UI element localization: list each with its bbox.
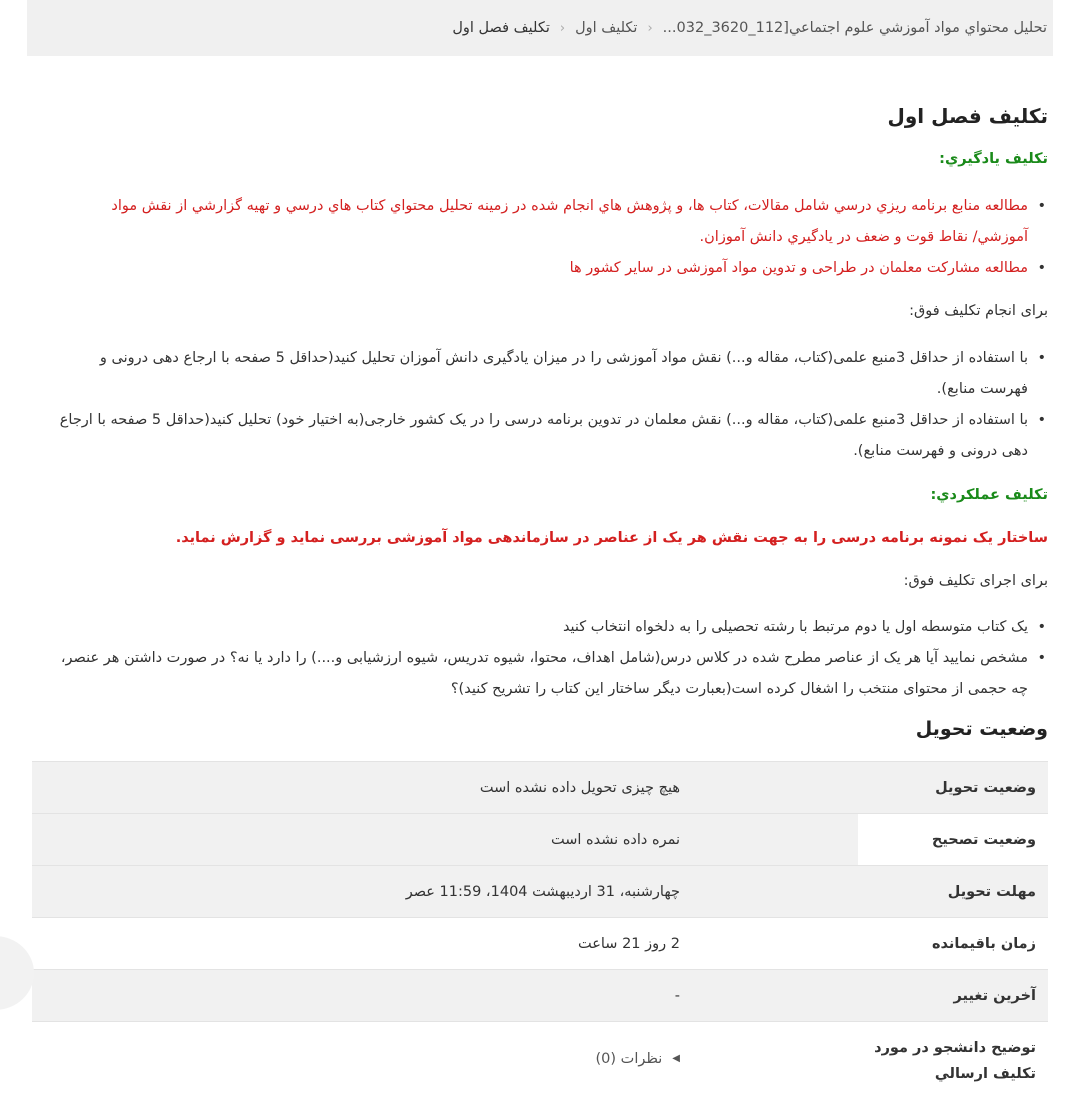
row-value: 2 روز 21 ساعت xyxy=(32,918,858,970)
list-item: • مطالعه منابع برنامه ريزي درسي شامل مقالات، كتاب ها، و پژوهش هاي انجام شده در زمينه تحليل محتواي كتاب هاي درسي و تهيه گزارشي از نقش مواد آموزشي/ نقاط قوت و ضعف در يادگيري دانش آموزان. xyxy=(58,191,1048,253)
list-item: • یک کتاب متوسطه اول یا دوم مرتبط با رشته تحصیلی را به دلخواه انتخاب کنید xyxy=(58,612,1048,643)
row-label: آخرین تغییر xyxy=(858,970,1048,1022)
row-label: وضعیت تحویل xyxy=(858,762,1048,814)
row-value: هیچ چیزی تحویل داده نشده است xyxy=(32,762,858,814)
breadcrumb-course-link[interactable]: تحليل محتواي مواد آموزشي علوم اجتماعي[112_3620_032... xyxy=(662,20,1047,36)
list-item: • مشخص نمایید آیا هر یک از عناصر مطرح شده در کلاس درس(شامل اهداف، محتوا، شیوه تدریس، شیوه ارزشیابی و....) را دارد یا نه؟ در صورت داشتن هر عنصر، چه حجمی از محتوای منتخب را اشغال کرده است(بعبارت دیگر ساختار این کتاب را تشریح کنید)؟ xyxy=(58,643,1048,705)
breadcrumb xyxy=(27,0,1053,56)
learning-intro: برای انجام تکلیف فوق: xyxy=(909,303,1048,319)
table-row xyxy=(32,970,1048,1022)
table-row xyxy=(32,866,1048,918)
performance-main: ساختار یک نمونه برنامه درسی را به جهت نقش هر یک از عناصر در سازماندهی مواد آموزشی بررسی نماید و گزارش نماید. xyxy=(175,530,1048,546)
chevron-left-icon: ‹ xyxy=(559,20,566,36)
performance-heading: تكليف عملكردي: xyxy=(930,487,1048,503)
performance-tasks-list xyxy=(58,612,1048,705)
table-row xyxy=(32,762,1048,814)
submission-status-title: وضعیت تحویل xyxy=(915,718,1048,740)
comments-label: نظرات (0) xyxy=(595,1050,663,1067)
learning-list xyxy=(58,191,1048,284)
performance-intro: برای اجرای تکلیف فوق: xyxy=(903,573,1048,589)
learning-tasks-list xyxy=(58,343,1048,467)
comments-toggle[interactable] xyxy=(596,1051,681,1067)
row-label: زمان باقیمانده xyxy=(858,918,1048,970)
row-value: چهارشنبه، 31 اردیبهشت 1404، 11:59 عصر xyxy=(32,866,858,918)
row-label: مهلت تحویل xyxy=(858,866,1048,918)
breadcrumb-current: تکلیف فصل اول xyxy=(452,20,550,36)
submission-status-table xyxy=(32,761,1048,1094)
table-row xyxy=(32,918,1048,970)
breadcrumb-section-link[interactable]: تکلیف اول xyxy=(575,20,638,36)
row-label: وضعیت تصحیح xyxy=(858,814,1048,866)
table-row xyxy=(32,1022,1048,1094)
table-row xyxy=(32,814,1048,866)
list-item: • مطالعه مشارکت معلمان در طراحی و تدوین مواد آموزشی در سایر کشور ها xyxy=(58,253,1048,284)
drawer-toggle-button[interactable] xyxy=(0,936,34,1010)
list-item: • با استفاده از حداقل 3منبع علمی(کتاب، مقاله و...) نقش مواد آموزشی را در میزان یادگیری دانش آموزان تحلیل کنید(حداقل 5 صفحه با ارجاع دهی درونی و فهرست منابع). xyxy=(58,343,1048,405)
row-value: - xyxy=(32,970,858,1022)
row-value xyxy=(32,1022,858,1094)
row-value: نمره داده نشده است xyxy=(32,814,858,866)
triangle-left-icon: ◀ xyxy=(672,1053,680,1064)
list-item: • با استفاده از حداقل 3منبع علمی(کتاب، مقاله و...) نقش معلمان در تدوین برنامه درسی را در یک کشور خارجی(به اختیار خود) تحلیل کنید(حداقل 5 صفحه با ارجاع دهی درونی و فهرست منابع). xyxy=(58,405,1048,467)
chevron-left-icon: ‹ xyxy=(647,20,653,36)
page-title: تکلیف فصل اول xyxy=(887,104,1048,128)
learning-heading: تكليف يادگيري: xyxy=(939,151,1048,167)
row-label: توضیح دانشجو در مورد تکلیف ارسالي xyxy=(858,1022,1048,1094)
